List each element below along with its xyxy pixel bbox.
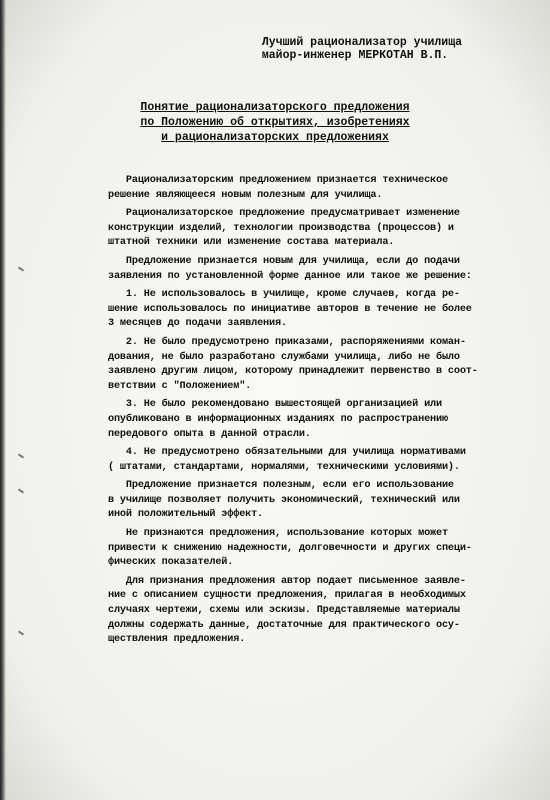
punch-mark (18, 630, 24, 635)
paragraph (108, 174, 528, 203)
paragraph (108, 446, 528, 475)
paragraph-line: привести к снижению надежности, долговечности и других специ- (108, 542, 472, 554)
paragraph-line: шение использовалось по инициативе авторов в течение не более (108, 303, 472, 315)
paragraph-line: 4. Не предусмотрено обязательными для училища нормативами (108, 447, 466, 459)
paragraph-line: Предложение признается новым для училища, если до подачи (108, 255, 460, 267)
document-body (108, 174, 528, 648)
paragraph-line: 2. Не было предусмотрено приказами, распоряжениями коман- (108, 336, 466, 348)
paragraph-line: заявлено другим лицом, которому принадлежит первенство в соот- (108, 366, 478, 378)
paragraph-line: ние с описанием сущности предложения, прилагая в необходимых (108, 590, 466, 602)
title-line: Понятие рационализаторского предложения (140, 101, 410, 114)
title-line: и рационализаторских предложениях (161, 131, 389, 144)
punch-mark (18, 453, 24, 458)
paragraph-line: случаях чертежи, схемы или эскизы. Представляемые материалы (108, 605, 460, 617)
paragraph (108, 255, 528, 284)
paragraph (108, 527, 528, 571)
title-line: по Положению об открытиях, изобретениях (140, 116, 410, 129)
paragraph-line: решение являющееся новым полезным для училища. (108, 189, 383, 201)
punch-mark (18, 266, 24, 271)
paragraph-line: Предложение признается полезным, если его использование (108, 480, 454, 492)
paragraph (108, 575, 528, 648)
paragraph-line: 3. Не было рекомендовано вышестоящей организацией или (108, 399, 442, 411)
paragraph-line: Рационализаторское предложение предусматривает изменение (108, 208, 460, 220)
paragraph (108, 336, 528, 394)
paragraph-line: фических показателей. (108, 557, 234, 569)
paragraph-line: 1. Не использовалось в училище, кроме случаев, когда ре- (108, 289, 460, 301)
header-line: Лучший рационализатор училища (261, 36, 462, 49)
paragraph-line: должны содержать данные, достаточные для практического осу- (108, 619, 460, 631)
paragraph (108, 479, 528, 523)
paragraph-line: Для признания предложения автор подает письменное заявле- (108, 575, 466, 587)
paragraph-line: иной положительный эффект. (108, 509, 264, 521)
paragraph-line: ществления предложения. (108, 634, 246, 646)
paragraph-line: передового опыта в данной отрасли. (108, 428, 311, 440)
paragraph-line: ( штатами, стандартами, нормалями, техническими условиями). (108, 461, 460, 473)
paragraph-line: в училище позволяет получить экономический, технический или (108, 494, 460, 506)
paragraph-line: Рационализаторским предложением признается техническое (108, 175, 448, 186)
paragraph (108, 288, 528, 332)
paragraph-line: заявления по установленной форме данное или такое же решение: (108, 270, 472, 282)
punch-mark (18, 488, 24, 493)
author-header (262, 36, 462, 62)
paragraph-line: Не признаются предложения, использование которых может (108, 528, 448, 540)
paragraph-line: ветствии с "Положением". (108, 380, 252, 392)
paragraph-line: конструкции изделий, технологии производства (процессов) и (108, 222, 454, 234)
paragraph-line: 3 месяцев до подачи заявления. (108, 318, 287, 330)
paragraph-line: штатной техники или изменение состава материала. (108, 237, 395, 249)
paragraph (108, 207, 528, 251)
document-title (0, 100, 550, 145)
paragraph-line: опубликовано в информационных изданиях по распространению (108, 413, 448, 425)
header-line: майор-инженер МЕРКОТАН В.П. (261, 49, 449, 62)
paragraph (108, 398, 528, 442)
paragraph-line: дования, не было разработано службами училища, либо не было (108, 351, 460, 363)
